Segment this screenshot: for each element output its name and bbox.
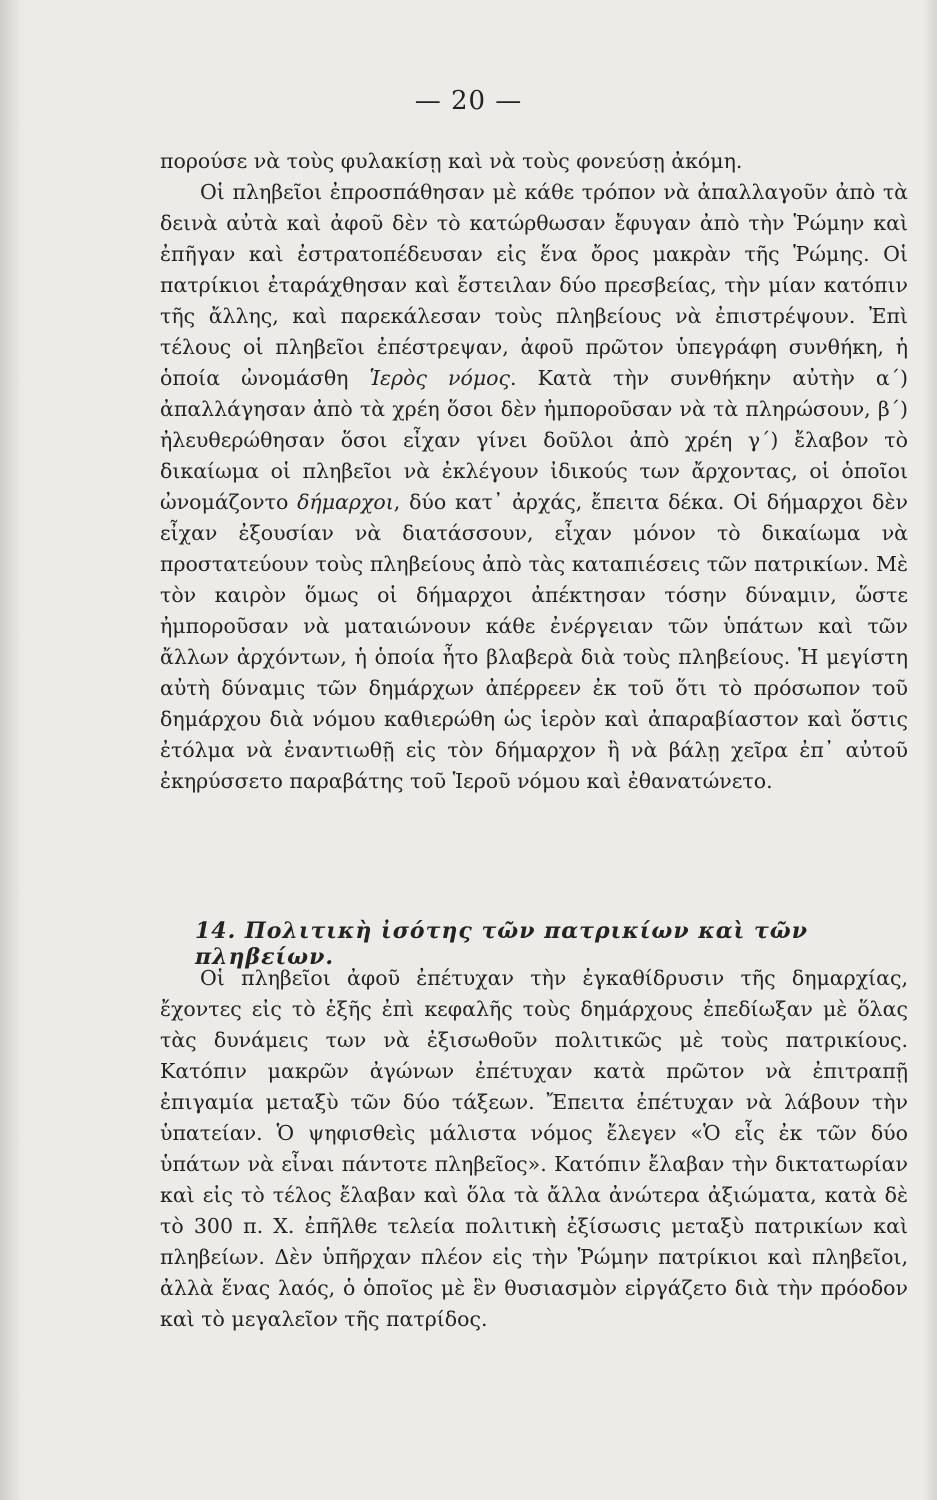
page-right-shadow [923,0,937,1500]
paragraph-text-middle: . Κατὰ τὴν συνθήκην αὐτὴν α΄) ἀπαλλάγησαν ἀπὸ τὰ χρέη ὅσοι δὲν ἠμποροῦσαν νὰ τὰ πληρώσουν, β΄) ἠλευθερώθησαν ὅσοι εἶχαν γίνει δοῦλοι ἀπὸ χρέη γ΄) ἔλαβον τὸ δικαίωμα οἱ πληβεῖοι νὰ ἐκλέγουν ἰδικούς των ἄρχοντας, οἱ ὁποῖοι ὠνομάζοντο [160,366,909,514]
section-heading: 14. Πολιτικὴ ἰσότης τῶν πατρικίων καὶ τῶν πληβείων. [195,918,808,970]
paragraph-text-before: Οἱ πληβεῖοι ἐπροσπάθησαν μὲ κάθε τρόπον νὰ ἀπαλλαγοῦν ἀπὸ τὰ δεινὰ αὐτὰ καὶ ἀφοῦ δὲν τὸ κατώρθωσαν ἔφυγαν ἀπὸ τὴν Ῥώμην καὶ ἐπῆγαν καὶ ἐστρατοπέδευσαν εἰς ἕνα ὄρος μακρὰν τῆς Ῥώμης. Οἱ πατρίκιοι ἐταράχθησαν καὶ ἔστειλαν δύο πρεσβείας, τὴν μίαν κατόπιν τῆς ἄλλης, καὶ παρεκάλεσαν τοὺς πληβείους νὰ ἐπιστρέψουν. Ἐπὶ τέλους οἱ πληβεῖοι ἐπέστρεψαν, ἀφοῦ πρῶτον ὑπεγράφη συνθήκη, ἡ ὁποία ὠνομάσθη [160,180,908,390]
section-1-text [160,146,908,797]
page-left-shadow [0,0,22,1500]
plebeian-secession-paragraph [160,177,908,797]
paragraph-text-after: , δύο κατ᾽ ἀρχάς, ἔπειτα δέκα. Οἱ δήμαρχοι δὲν εἶχαν ἐξουσίαν νὰ διατάσσουν, εἶχαν μόνον τὸ δικαίωμα νὰ προστατεύουν τοὺς πληβείους ἀπὸ τὰς καταπιέσεις τῶν πατρικίων. Μὲ τὸν καιρὸν ὅμως οἱ δήμαρχοι ἀπέκτησαν τόσην δύναμιν, ὥστε ἠμποροῦσαν νὰ ματαιώνουν κάθε ἐνέργειαν τῶν ὑπάτων καὶ τῶν ἄλλων ἀρχόντων, ἡ ὁποία ἦτο βλαβερὰ διὰ τοὺς πληβείους. Ἡ μεγίστη αὐτὴ δύναμις τῶν δημάρχων ἀπέρρεεν ἐκ τοῦ ὅτι τὸ πρόσωπον τοῦ δημάρχου διὰ νόμου καθιερώθη ὡς ἱερὸν καὶ ἀπαραβίαστον καὶ ὅστις ἐτόλμα νὰ ἐναντιωθῇ εἰς τὸν δήμαρχον ἢ νὰ βάλῃ χεῖρα ἐπ᾽ αὐτοῦ ἐκηρύσσετο παραβάτης τοῦ Ἱεροῦ νόμου καὶ ἐθανατώνετο. [160,490,908,793]
continuation-line: πορούσε νὰ τοὺς φυλακίσῃ καὶ νὰ τοὺς φονεύσῃ ἀκόμη. [160,149,743,173]
page-number: — 20 — [414,86,523,116]
political-equality-paragraph: Οἱ πληβεῖοι ἀφοῦ ἐπέτυχαν τὴν ἐγκαθίδρυσιν τῆς δημαρχίας, ἔχοντες εἰς τὸ ἑξῆς ἐπὶ κεφαλῆς τοὺς δημάρχους ἐπεδίωξαν μὲ ὅλας τὰς δυνάμεις των νὰ ἐξισωθοῦν πολιτικῶς μὲ τοὺς πατρικίους. Κατόπιν μακρῶν ἀγώνων ἐπέτυχαν κατὰ πρῶτον νὰ ἐπιτραπῇ ἐπιγαμία μεταξὺ τῶν δύο τάξεων. Ἔπειτα ἐπέτυχαν νὰ λάβουν τὴν ὑπατείαν. Ὁ ψηφισθεὶς μάλιστα νόμος ἔλεγεν «Ὁ εἷς ἐκ τῶν δύο ὑπάτων νὰ εἶναι πάντοτε πληβεῖος». Κατόπιν ἔλαβαν τὴν δικτατωρίαν καὶ εἰς τὸ τέλος ἔλαβαν καὶ ὅλα τὰ ἄλλα ἀνώτερα ἀξιώματα, κατὰ δὲ τὸ 300 π. Χ. ἐπῆλθε τελεία πολιτικὴ ἐξίσωσις μεταξὺ πατρικίων καὶ πληβείων. Δὲν ὑπῆρχαν πλέον εἰς τὴν Ῥώμην πατρίκιοι καὶ πληβεῖοι, ἀλλὰ ἕνας λαός, ὁ ὁποῖος μὲ ἓν θυσιασμὸν εἰργάζετο διὰ τὴν πρόοδον καὶ τὸ μεγαλεῖον τῆς πατρίδος. [160,966,908,1331]
section-2-text [160,963,908,1335]
tribunes-term: δήμαρχοι [297,490,394,514]
sacred-law-term: Ἱερὸς νόμος [369,366,510,390]
